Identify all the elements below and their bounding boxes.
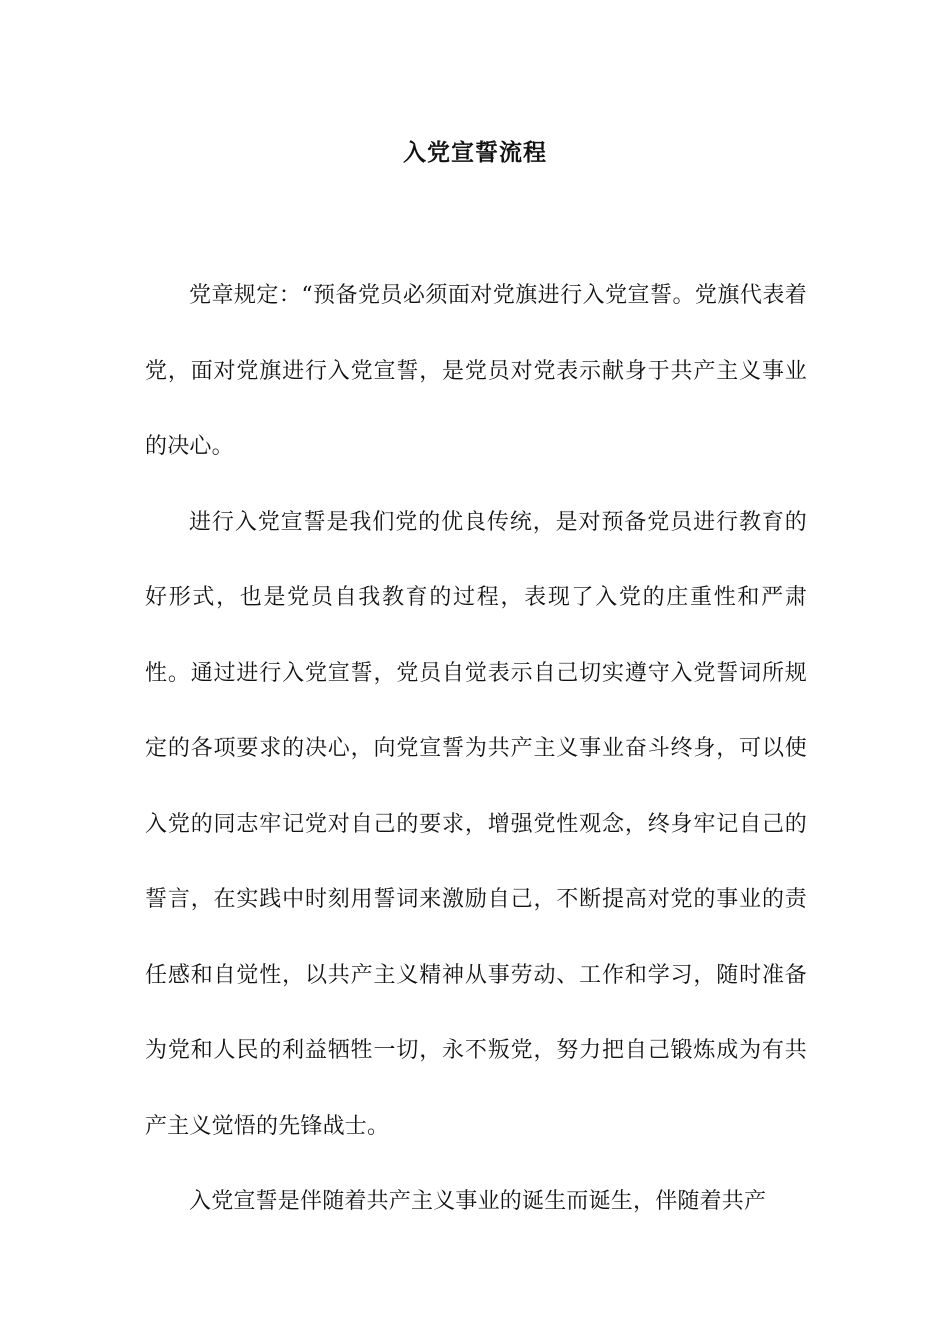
paragraph-party-constitution: 党章规定：“预备党员必须面对党旗进行入党宣誓。党旗代表着党，面对党旗进行入党宣誓，是党员对党表示献身于共产主义事业的决心。 [145,283,807,459]
document-title: 入党宣誓流程 [403,139,547,166]
paragraph-oath-tradition: 进行入党宣誓是我们党的优良传统，是对预备党员进行教育的好形式，也是党员自我教育的过程，表现了入党的庄重性和严肃性。通过进行入党宣誓，党员自觉表示自己切实遵守入党誓词所规定的各项要求的决心，向党宣誓为共产主义事业奋斗终身，可以使入党的同志牢记党对自己的要求，增强党性观念，终身牢记自己的誓言，在实践中时刻用誓词来激励自己，不断提高对党的事业的责任感和自觉性，以共产主义精神从事劳动、工作和学习，随时准备为党和人民的利益牺牲一切，永不叛党，努力把自己锻炼成为有共产主义觉悟的先锋战士。 [145,509,807,1139]
document-body [145,258,807,1240]
paragraph-oath-origin: 入党宣誓是伴随着共产主义事业的诞生而诞生，伴随着共产 [189,1189,767,1214]
